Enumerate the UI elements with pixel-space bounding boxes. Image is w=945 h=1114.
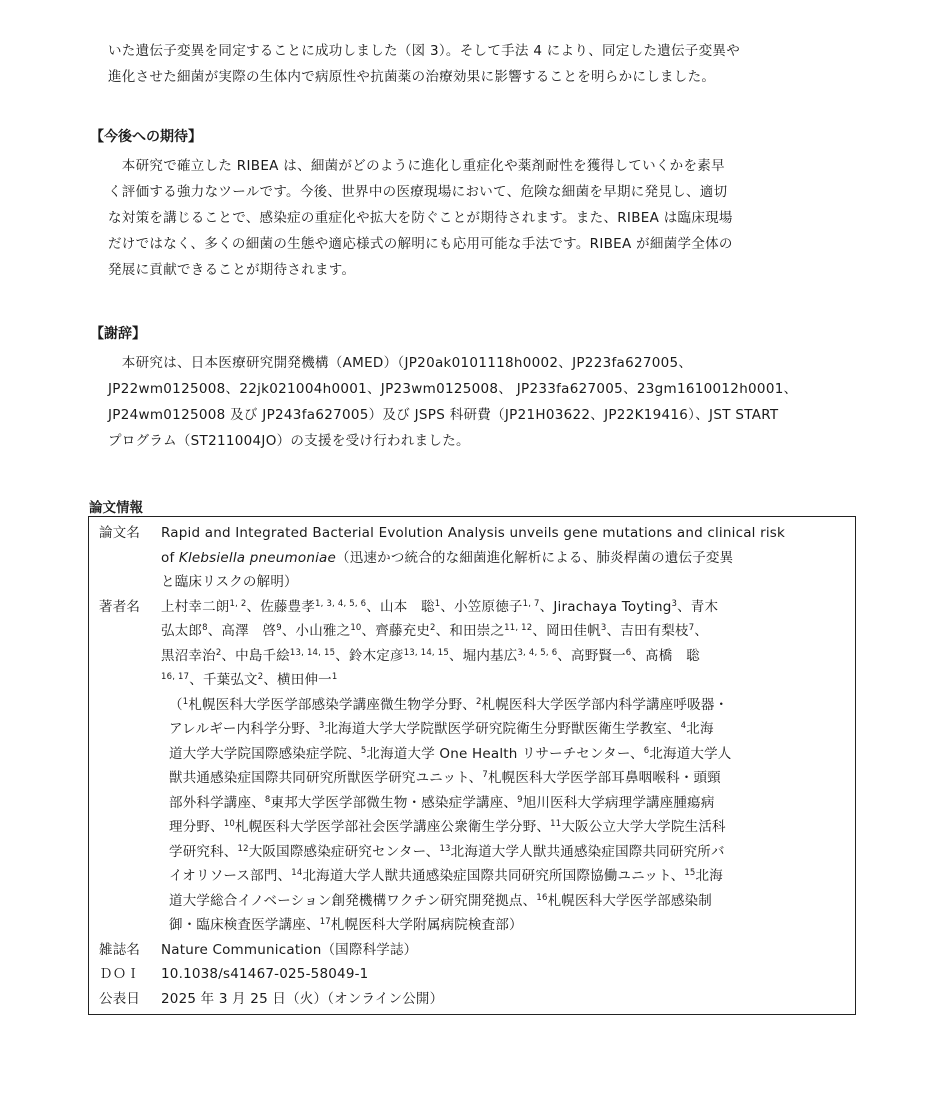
- row-label: 著者名: [99, 598, 141, 615]
- affiliation-line: イオリソース部門、$^{14}$北海道大学人獣共通感染症国際共同研究所国際協働ユニット、$^{15}$北海: [169, 868, 723, 884]
- affiliations: [161, 693, 847, 938]
- affiliation-line: 獣共通感染症国際共同研究所獣医学研究ユニット、$^7$札幌医科大学医学部耳鼻咽喉科・頭頸: [169, 770, 721, 786]
- paper-info-title: 論文情報: [89, 500, 143, 516]
- affiliation-line: 部外科学講座、$^8$東邦大学医学部微生物・感染症学講座、$^9$旭川医科大学病理学講座腫瘍病: [169, 794, 715, 811]
- paper-name-value: [161, 517, 856, 595]
- authors-value: [161, 595, 856, 938]
- journal-value: Nature Communication（国際科学誌）: [161, 941, 418, 958]
- japanese-title: （迅速かつ統合的な細菌進化解析による、肺炎桿菌の遺伝子変異: [336, 549, 734, 566]
- affiliation-line: （$^1$札幌医科大学医学部感染学講座微生物学分野、$^2$札幌医科大学医学部内科学講座呼吸器・: [169, 696, 729, 713]
- journal-row: [89, 938, 856, 963]
- species-name: Klebsiella pneumoniae: [178, 549, 337, 566]
- text-line: な対策を講じることで、感染症の重症化や拡大を防ぐことが期待されます。また、RIBEA は臨床現場: [108, 210, 733, 226]
- doi-value[interactable]: 10.1038/s41467-025-58049-1: [161, 966, 369, 982]
- text-line: く評価する強力なツールです。今後、世界中の医療現場において、危険な細菌を早期に発見し、適切: [108, 184, 728, 200]
- affiliation-line: 学研究科、$^{12}$大阪国際感染症研究センター、$^{13}$北海道大学人獣共通感染症国際共同研究所バ: [169, 843, 725, 860]
- row-label: ＤＯＩ: [99, 966, 141, 982]
- text-line: 本研究で確立した RIBEA は、細菌がどのように進化し重症化や薬剤耐性を獲得していくかを素早: [108, 158, 725, 174]
- row-label: 雑誌名: [99, 941, 141, 958]
- row-label: 公表日: [99, 990, 141, 1007]
- acknowledgment-paragraph: [108, 350, 797, 454]
- author-line: $^{16, 17}$、千葉弘文$^2$、横田伸一$^1$: [161, 672, 338, 688]
- authors-row: [89, 595, 856, 938]
- paper-name-row: [89, 517, 856, 595]
- text-line: プログラム（ST211004JO）の支援を受け行われました。: [108, 433, 470, 449]
- text-line: Rapid and Integrated Bacterial Evolution Analysis unveils gene mutations and clinical risk: [161, 525, 786, 541]
- text-line: 本研究は、日本医療研究開発機構（AMED）（JP20ak0101118h0002、JP223fa627005、: [108, 355, 693, 371]
- text-line: 進化させた細菌が実際の生体内で病原性や抗菌薬の治療効果に影響することを明らかにしました。: [108, 69, 716, 85]
- text-line: と臨床リスクの解明）: [161, 574, 298, 590]
- author-line: 上村幸二朗$^{1, 2}$、佐藤豊孝$^{1, 3, 4, 5, 6}$、山本 聡$^1$、小笠原徳子$^{1, 7}$、Jirachaya Toyting$^3$、青木: [161, 598, 719, 615]
- text-line: [161, 546, 847, 571]
- of-text: of: [161, 549, 179, 566]
- row-label: 論文名: [99, 525, 141, 541]
- intro-paragraph: [108, 38, 740, 90]
- text-line: だけではなく、多くの細菌の生態や適応様式の解明にも応用可能な手法です。RIBEA が細菌学全体の: [108, 236, 733, 252]
- author-line: 黒沼幸治$^2$、中島千絵$^{13, 14, 15}$、鈴木定彦$^{13, 14, 15}$、堀内基広$^{3, 4, 5, 6}$、高野賢一$^6$、髙橋 聡: [161, 647, 700, 664]
- text-line: いた遺伝子変異を同定することに成功しました（図 3）。そして手法 4 により、同定した遺伝子変異や: [108, 43, 740, 59]
- acknowledgment-heading: 【謝辞】: [90, 326, 146, 342]
- doi-row: [89, 962, 856, 987]
- affiliation-line: 御・臨床検査医学講座、$^{17}$札幌医科大学附属病院検査部）: [169, 917, 523, 933]
- published-row: [89, 987, 856, 1015]
- author-line: 弘太郎$^8$、高澤 啓$^9$、小山雅之$^{10}$、齊藤充史$^2$、和田崇之$^{11, 12}$、岡田佳帆$^3$、吉田有梨枝$^7$、: [161, 623, 709, 639]
- expectation-heading: 【今後への期待】: [90, 129, 202, 145]
- text-line: JP22wm0125008、22jk021004h0001、JP23wm0125008、 JP233fa627005、23gm1610012h0001、: [108, 381, 798, 397]
- affiliation-line: 道大学総合イノベーション創発機構ワクチン研究開発拠点、$^{16}$札幌医科大学医学部感染制: [169, 892, 712, 909]
- affiliation-line: アレルギー内科学分野、$^3$北海道大学大学院獣医学研究院衛生分野獣医衛生学教室、$^4$北海: [169, 721, 714, 737]
- affiliation-line: 理分野、$^{10}$札幌医科大学医学部社会医学講座公衆衛生学分野、$^{11}$大阪公立大学大学院生活科: [169, 819, 726, 835]
- published-value: 2025 年 3 月 25 日（火）（オンライン公開）: [161, 990, 444, 1007]
- affiliation-line: 道大学大学院国際感染症学院、$^5$北海道大学 One Health リサーチセンター、$^6$北海道大学人: [169, 745, 732, 762]
- paper-info-table: [88, 516, 856, 1015]
- text-line: 発展に貢献できることが期待されます。: [108, 262, 356, 278]
- text-line: JP24wm0125008 及び JP243fa627005）及び JSPS 科研費（JP21H03622、JP22K19416）、JST START: [108, 407, 779, 423]
- expectation-paragraph: [108, 153, 733, 283]
